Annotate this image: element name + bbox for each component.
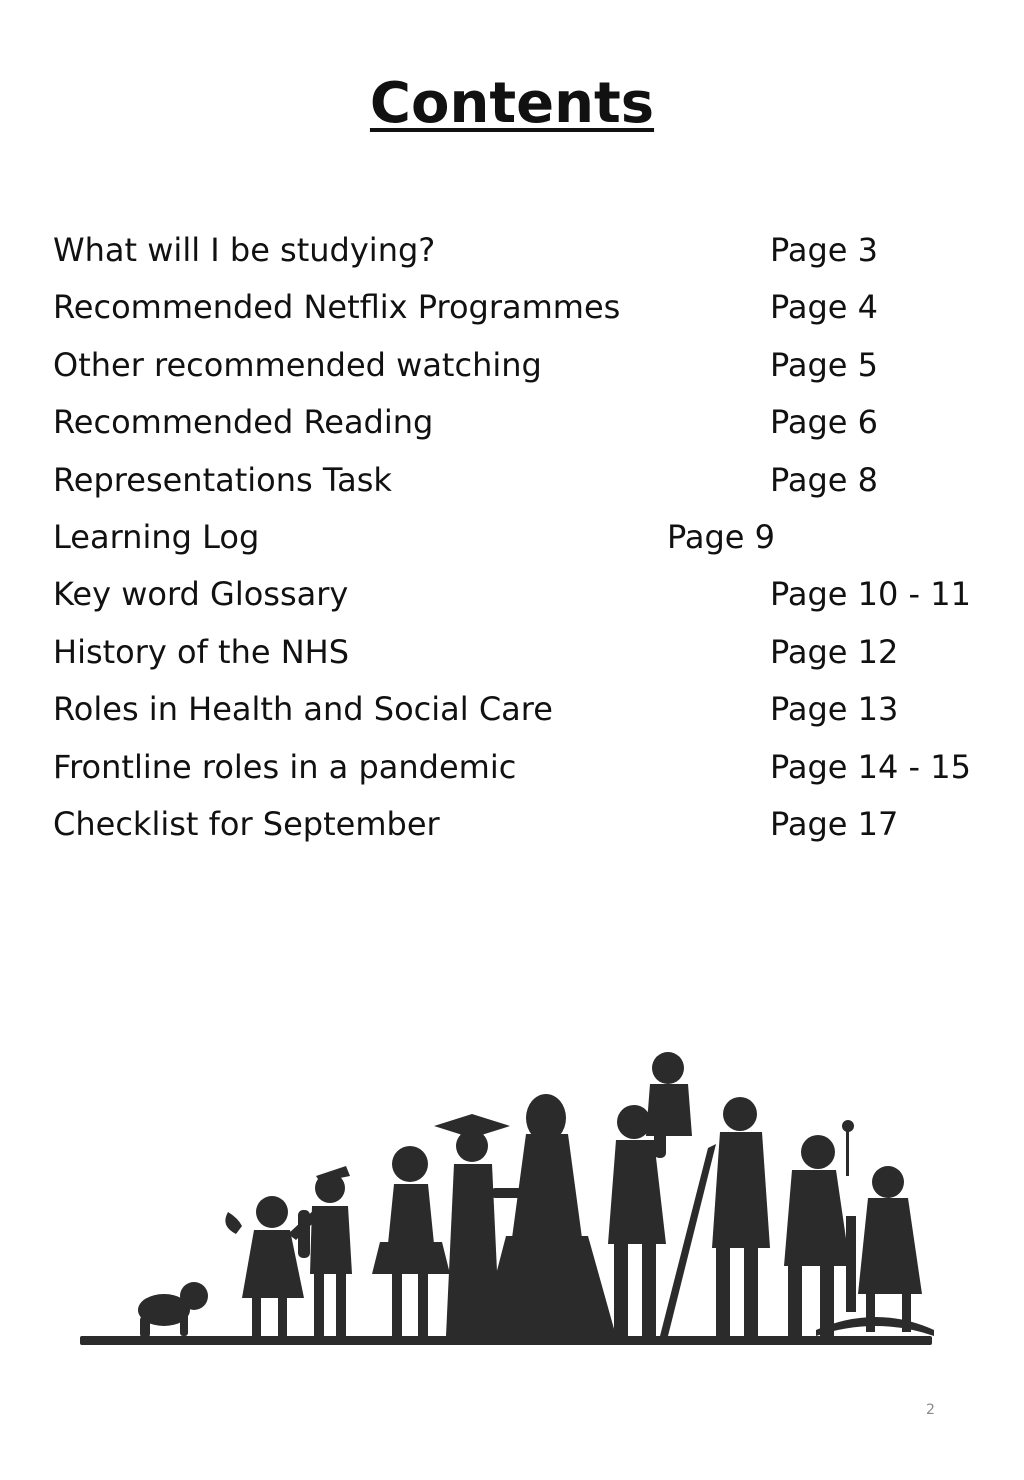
page-title [0, 68, 1024, 140]
toc-entry-label: Recommended Reading [53, 403, 434, 442]
toc-entry-page: Page 14 - 15 [770, 747, 971, 786]
toc-entry-checklist[interactable] [0, 796, 1024, 853]
toc-entry-reading[interactable] [0, 394, 1024, 451]
table-of-contents [0, 222, 1024, 853]
toc-entry-page: Page 6 [770, 403, 878, 442]
toc-entry-nhs-history[interactable] [0, 624, 1024, 681]
toc-entry-page: Page 17 [770, 804, 899, 843]
toc-entry-page: Page 13 [770, 690, 899, 729]
toc-entry-label: History of the NHS [53, 632, 350, 671]
toc-entry-page: Page 8 [770, 460, 878, 499]
toc-entry-label: Checklist for September [53, 804, 440, 843]
toc-entry-other-watching[interactable] [0, 337, 1024, 394]
page-title-text: Contents [369, 71, 655, 136]
toc-entry-netflix[interactable] [0, 279, 1024, 336]
toc-entry-studying[interactable] [0, 222, 1024, 279]
toc-entry-page: Page 12 [770, 632, 899, 671]
toc-entry-label: Learning Log [53, 517, 260, 556]
toc-entry-page: Page 5 [770, 345, 878, 384]
page-number: 2 [926, 1402, 935, 1418]
toc-entry-page: Page 10 - 11 [770, 575, 971, 614]
toc-entry-representations[interactable] [0, 452, 1024, 509]
toc-entry-label: Recommended Netflix Programmes [53, 288, 621, 327]
toc-entry-frontline[interactable] [0, 739, 1024, 796]
toc-entry-label: Key word Glossary [53, 575, 349, 614]
toc-entry-page: Page 3 [770, 231, 878, 269]
toc-entry-label: Roles in Health and Social Care [53, 690, 553, 729]
life-stages-silhouette-icon [76, 1048, 936, 1366]
toc-entry-roles[interactable] [0, 681, 1024, 738]
toc-entry-label: Other recommended watching [53, 345, 542, 384]
toc-entry-learning-log[interactable] [0, 509, 1024, 566]
toc-entry-glossary[interactable] [0, 566, 1024, 623]
toc-entry-page: Page 4 [770, 288, 878, 327]
toc-entry-page: Page 9 [667, 517, 775, 556]
toc-entry-label: What will I be studying? [53, 231, 436, 269]
toc-entry-label: Representations Task [53, 460, 392, 499]
toc-entry-label: Frontline roles in a pandemic [53, 747, 517, 786]
